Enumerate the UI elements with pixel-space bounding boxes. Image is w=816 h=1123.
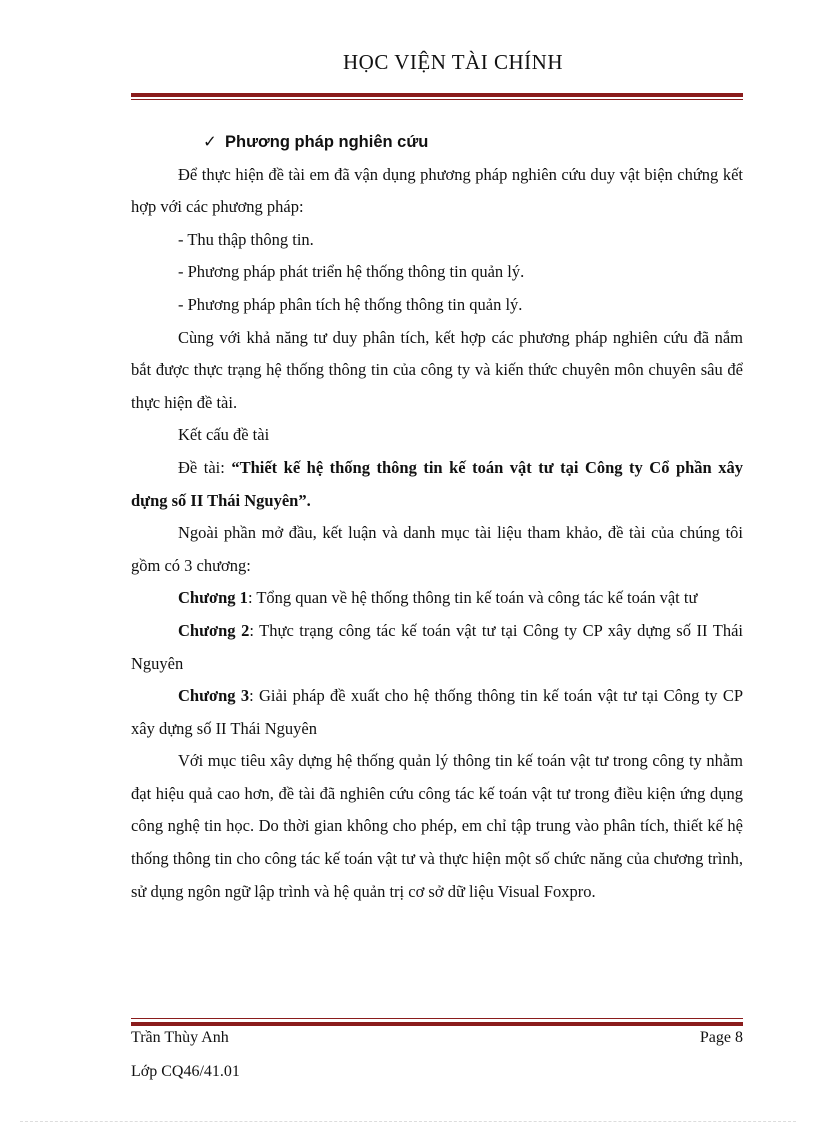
list-item: - Phương pháp phát triển hệ thống thông tin quản lý. — [178, 262, 525, 282]
footer-rule-thick — [131, 1022, 743, 1026]
topic-paragraph — [131, 452, 743, 517]
chapter-3-label: Chương 3 — [178, 686, 250, 706]
chapter-2-text: : Thực trạng công tác kế toán vật tư tại Công ty CP xây dựng số II Thái Nguyên — [131, 620, 743, 673]
checkmark-icon: ✓ — [203, 133, 217, 151]
chapter-2-label: Chương 2 — [178, 620, 250, 640]
header-rule-thick — [131, 93, 743, 97]
topic-label: Đề tài: — [178, 457, 232, 477]
chapter-2 — [131, 615, 743, 680]
header-title: HỌC VIỆN TÀI CHÍNH — [343, 50, 563, 74]
list-item: - Phương pháp phân tích hệ thống thông tin quản lý. — [178, 294, 523, 314]
chapter-1-label: Chương 1 — [178, 588, 248, 608]
footer-page-number: Page 8 — [699, 1029, 743, 1046]
section-heading — [131, 126, 743, 159]
section-heading-text: Phương pháp nghiên cứu — [225, 133, 429, 151]
footer-class: Lớp CQ46/41.01 — [131, 1063, 240, 1080]
structure-heading: Kết cấu đề tài — [178, 425, 270, 445]
paragraph-objective: Với mục tiêu xây dựng hệ thống quản lý thông tin kế toán vật tư trong công ty nhằm đạt hiệu quả cao hơn, đề tài đã nghiên cứu công tác kế toán vật tư trong điều kiện ứng dụng công nghệ tin học. Do thời gian không cho phép, em chỉ tập trung vào phân tích, thiết kế hệ thống thông tin cho công tác kế toán vật tư và thực hiện một số chức năng của chương trình, sử dụng ngôn ngữ lập trình và hệ quản trị cơ sở dữ liệu Visual Foxpro. — [131, 751, 743, 901]
paragraph-analysis: Cùng với khả năng tư duy phân tích, kết hợp các phương pháp nghiên cứu đã nắm bắt được thực trạng hệ thống thông tin của công ty và kiến thức chuyên môn chuyên sâu để thực hiện đề tài. — [131, 327, 743, 412]
chapter-3-text: : Giải pháp đề xuất cho hệ thống thông tin kế toán vật tư tại Công ty CP xây dựng số II Thái Nguyên — [131, 686, 743, 738]
chapter-1 — [131, 582, 743, 615]
document-body — [131, 126, 743, 908]
paragraph-chapters-intro: Ngoài phần mở đầu, kết luận và danh mục tài liệu tham khảo, đề tài của chúng tôi gồm có 3 chương: — [131, 523, 743, 575]
paragraph-method: Để thực hiện đề tài em đã vận dụng phương pháp nghiên cứu duy vật biện chứng kết hợp với các phương pháp: — [131, 164, 743, 217]
topic-title: “Thiết kế hệ thống thông tin kế toán vật tư tại Công ty Cổ phần xây dựng số II Thái Nguyên”. — [131, 457, 743, 510]
footer-rule-thin — [131, 1018, 743, 1019]
header-rule-thin — [131, 99, 743, 100]
footer-author: Trần Thùy Anh — [131, 1029, 229, 1046]
chapter-3 — [131, 680, 743, 745]
chapter-1-text: : Tổng quan về hệ thống thông tin kế toán và công tác kế toán vật tư — [247, 588, 698, 608]
list-item: - Thu thập thông tin. — [178, 229, 314, 249]
page-edge-divider — [20, 1121, 796, 1122]
